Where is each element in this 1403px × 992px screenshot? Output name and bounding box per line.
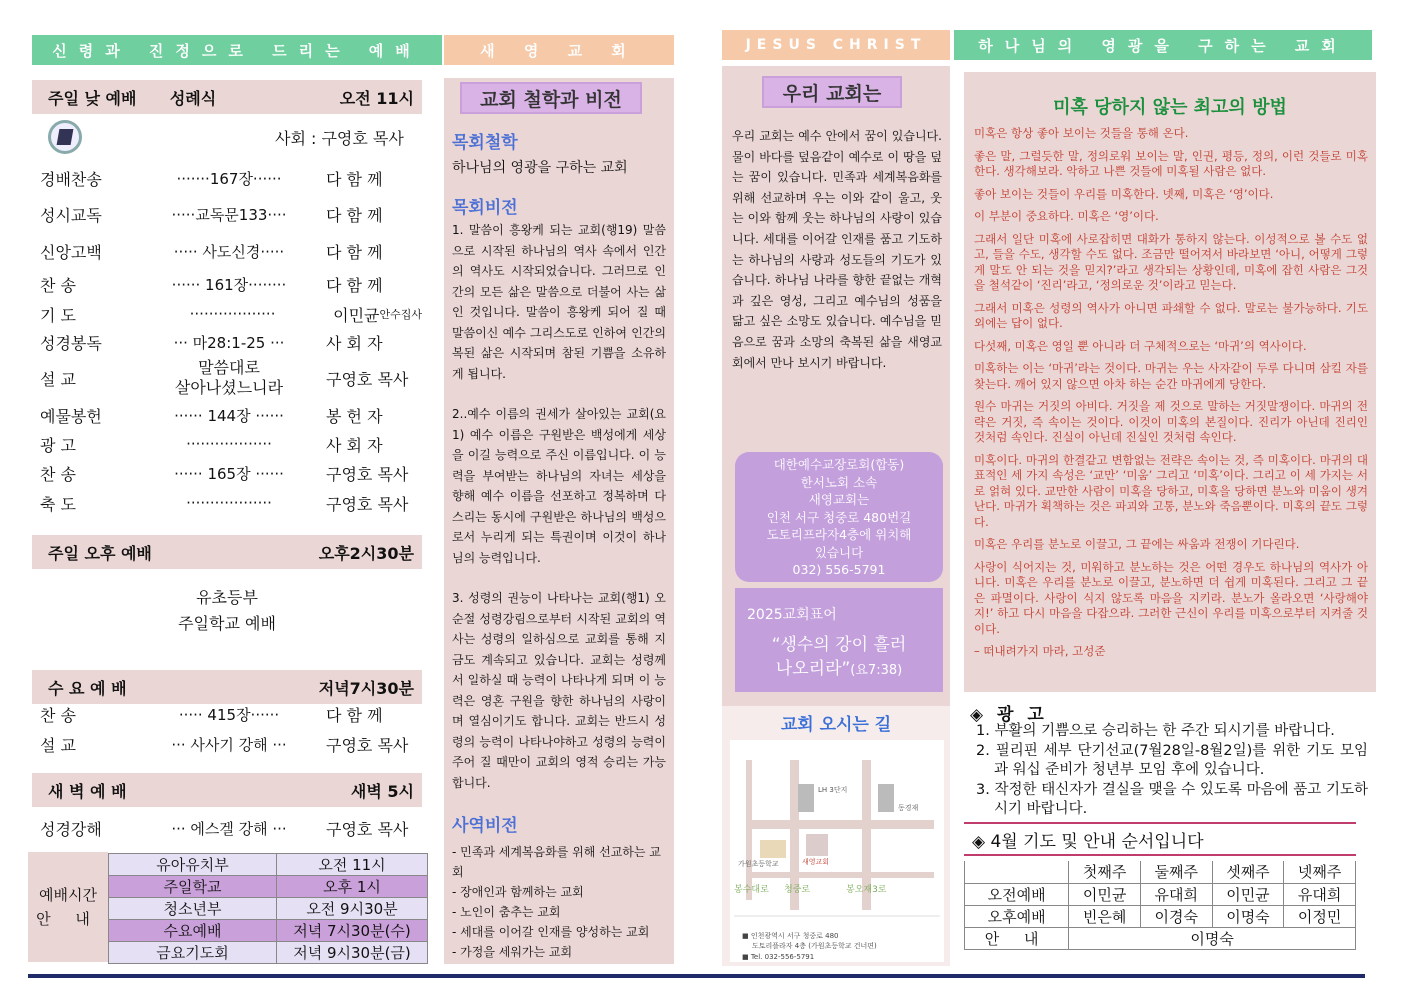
info-line: 인천 서구 청중로 480번길 <box>766 509 912 525</box>
schedule-row <box>109 942 428 964</box>
article-paragraph: – 떠내려가지 마라, 고성준 <box>974 644 1106 658</box>
order-leader: 구영호 목사 <box>326 369 409 389</box>
officiant: 사회 : 구영호 목사 <box>275 129 404 148</box>
order-row <box>40 459 422 487</box>
order-detail: ·····교독문133···· <box>171 205 287 224</box>
notice-item: 3. 작정한 태신자가 결실을 맺을 수 있도록 마음에 품고 기도하시기 바랍니다. <box>976 781 1368 817</box>
ministry-item: - 가정을 세워가는 교회 <box>452 945 573 959</box>
prayer-table <box>964 861 1356 950</box>
order-leader-title: 안수집사 <box>379 308 422 321</box>
prayer-cell: 오전예배 <box>965 883 1069 905</box>
info-line: 032) 556-5791 <box>792 562 886 577</box>
order-leader: 다 함 께 <box>326 275 383 295</box>
wed-row <box>40 730 422 758</box>
apartment-building-icon <box>878 784 894 812</box>
vision-3: 3. 성령의 권능이 나타나는 교회(행1) 오순절 성령강림으로부터 시작된 교회의 역사는 성령의 일하심으로 교회를 통해 지금도 계속되고 있습니다. 교회는 성령께서 일하실 때 능력이 나타나게 되며 이 능력은 영혼 구원을 향한 하나님의 사랑이며 열심이기도 합니다. 교회는 반드시 성령의 능력이 나타나야하고 성령의 능력이 주어 질 때만이 교회의 영적 승리는 가능합니다. <box>452 591 666 790</box>
order-row <box>40 328 422 356</box>
schedule-table <box>108 853 428 964</box>
schedule-row <box>109 854 428 876</box>
schedule-time: 오전 11시 <box>277 854 428 876</box>
guide-name: 이명숙 <box>1069 927 1356 949</box>
ministry-item: - 민족과 세계복음화를 위해 선교하는 교회 <box>452 845 661 879</box>
order-item: 신앙고백 <box>40 242 102 262</box>
banner-glory: 하나님의 영광을 구하는 교회 <box>954 30 1372 60</box>
prayer-cell: 이정민 <box>1284 905 1356 927</box>
banner-worship: 신령과 진정으로 드리는 예배 <box>32 35 442 65</box>
order-detail: ······ 161장········ <box>171 275 287 294</box>
order-row <box>40 489 422 517</box>
order-item: 설 교 <box>40 369 76 389</box>
map-road3: 봉오재3로 <box>846 885 887 895</box>
info-line: 새영교회는 <box>808 492 870 507</box>
info-line: 대한예수교장로회(합동) <box>773 457 905 472</box>
order-item: 축 도 <box>40 494 76 514</box>
footer-rule <box>28 974 1365 978</box>
schedule-time: 오전 9시30분 <box>277 898 428 920</box>
philosophy-heading: 목회철학 <box>452 133 518 153</box>
banner-church-name: 새 영 교 회 <box>444 35 674 65</box>
order-row <box>40 270 422 298</box>
info-line: 있습니다 <box>814 544 864 560</box>
vision-1: 1. 말씀이 흥왕케 되는 교회(행19) 말씀으로 시작된 하나님의 역사 속에서 인간의 역사도 시작되었습니다. 그러므로 인간의 모든 삶은 말씀으로 더불어 사는 삶인 것입니다. 말씀이 흥왕케 되어 질 때 말씀이신 예수 그리스도로 인하여 인간의 복된 삶은 시작되며 참된 기쁨을 소유하게 됩니다. <box>452 223 666 381</box>
article-body <box>974 126 1368 667</box>
ministry-heading: 사역비전 <box>452 816 518 836</box>
ministry-item: - 노인이 춤추는 교회 <box>452 905 561 919</box>
schedule-name: 주일학교 <box>109 876 277 898</box>
guide-row <box>965 927 1356 949</box>
article-paragraph: 좋아 보이는 것들이 우리를 미혹한다. 넷째, 미혹은 ‘영’이다. <box>974 186 1274 201</box>
prayer-cell: 유대희 <box>1140 883 1212 905</box>
prayer-row <box>965 883 1356 905</box>
dawn-row: 성경강해 ··· 에스겔 강해 ··· 구영호 목사 <box>40 819 409 839</box>
article-paragraph: 원수 마귀는 거짓의 아비다. 거짓을 제 것으로 말하는 거짓말쟁이다. 마귀의 전략은 거짓, 즉 속이는 것이다. 이것이 미혹의 본질이다. 진리가 아닌데 진리인 것처럼 속인다. 진실이 아닌데 진실인 것처럼 속인다. <box>974 399 1368 444</box>
order-leader: 다 함 께 <box>326 205 383 225</box>
order-leader: 구영호 목사 <box>326 735 409 755</box>
order-item: 예물봉헌 <box>40 406 102 426</box>
guide-label: 안 내 <box>965 927 1069 949</box>
order-leader: 다 함 께 <box>326 705 383 725</box>
prayer-header <box>965 861 1069 883</box>
notice-item: 1. 부활의 기쁨으로 승리하는 한 주간 되시기를 바랍니다. <box>976 723 1335 739</box>
order-item: 성시교독 <box>40 205 102 225</box>
about-title: 우리 교회는 <box>762 76 902 108</box>
lh-building-icon <box>798 784 814 812</box>
order-detail: ·················· <box>189 305 276 323</box>
sunday-pm-header: 주일 오후 예배 오후2시30분 <box>32 535 422 569</box>
wed-row <box>40 700 422 728</box>
philosophy-body <box>452 128 666 962</box>
map-lh: LH 3단지 <box>818 786 848 794</box>
map-addr2: 도토리플라자 4층 (가원초등학교 건너편) <box>752 942 877 950</box>
schedule-time: 저녁 9시30분(금) <box>277 942 428 964</box>
schedule-name: 수요예배 <box>109 920 277 942</box>
order-row <box>40 300 422 328</box>
article-paragraph: 그래서 일단 미혹에 사로잡히면 대화가 통하지 않는다. 이성적으로 볼 수도 없고, 들을 수도, 생각할 수도 없다. 조금만 떨어져서 바라보면 ‘아니, 어떻게 그렇게 말도 안 되는 것을 믿지?’라고 생각되는 상황인데, 미혹에 잡힌 사람은 그것을 철석같이 ‘진리’라고, ‘정의로운 것’이라고 믿는다. <box>974 231 1368 292</box>
order-row <box>40 164 422 192</box>
schedule-time: 저녁 7시30분(수) <box>277 920 428 942</box>
schedule-row <box>109 876 428 898</box>
schedule-name: 청소년부 <box>109 898 277 920</box>
school-icon <box>760 840 786 858</box>
order-detail: ··· 사사기 강해 ··· <box>171 735 287 754</box>
order-leader: 봉 헌 자 <box>326 406 383 426</box>
prayer-header: 셋째주 <box>1212 861 1284 883</box>
order-detail: ·······167장······ <box>176 169 282 188</box>
article-paragraph: 사랑이 식어지는 것, 미워하고 분노하는 것은 어떤 경우도 하나님의 역사가 아니다. 미혹은 우리를 분노로 이끌고, 분노하면 더 쉽게 미혹된다. 그리고 그 끝은 파멸이다. 사랑이 식지 않도록 마음을 지키라. 분노가 올라오면 ‘사랑해야지!’ 하고 다시 마음을 다잡으라. 그러한 근신이 우리를 미혹으로부터 지켜줄 것이다. <box>974 559 1368 636</box>
church-icon <box>806 834 828 856</box>
ministry-item: - 세대를 이어갈 인재를 양성하는 교회 <box>452 925 650 939</box>
schedule-row <box>109 920 428 942</box>
order-leader: 사 회 자 <box>326 435 383 455</box>
article-paragraph: 이 부분이 중요하다. 미혹은 ‘영’이다. <box>974 209 1159 223</box>
schedule-label: 예배시간 안 내 <box>28 852 108 962</box>
schedule-time: 오후 1시 <box>277 876 428 898</box>
notice-list <box>976 722 1368 820</box>
sunday-am-header: 주일 낮 예배 성례식 오전 11시 <box>32 80 422 114</box>
order-row <box>40 200 422 228</box>
map-apt: 동경재 <box>898 804 919 812</box>
article-paragraph: 그래서 미혹은 성령의 역사가 아니면 파쇄할 수 없다. 말로는 불가능하다. 기도 외에는 답이 없다. <box>974 300 1368 330</box>
prayer-header-row <box>965 861 1356 883</box>
order-row <box>40 237 422 265</box>
prayer-cell: 빈은혜 <box>1069 905 1141 927</box>
order-item: 찬 송 <box>40 275 76 295</box>
order-detail: ·················· <box>186 435 272 453</box>
vision-2: 2..예수 이름의 권세가 살아있는 교회(요1) 예수 이름은 구원받은 백성에게 세상을 이길 능력으로 주신 이름입니다. 이 능력을 부여받는 하나님의 자녀는 세상을 향해 예수 이름을 선포하고 정복하며 다스리는 동시에 구원받은 하나님의 백성으로서 누리게 되는 특권이며 이것이 하나님의 능력입니다. <box>452 407 666 565</box>
order-leader: 다 함 께 <box>326 169 383 189</box>
order-leader: 사 회 자 <box>326 333 383 353</box>
article-paragraph: 다섯째, 미혹은 영일 뿐 아니라 더 구체적으로는 ‘마귀’의 역사이다. <box>974 338 1307 353</box>
order-detail: 말씀대로 살아나셨느니라 <box>174 358 284 397</box>
map-addr1: ■ 인천광역시 서구 청중로 480 <box>742 932 839 940</box>
ministry-item: - 장애인과 함께하는 교회 <box>452 885 584 899</box>
article-paragraph: 좋은 말, 그럴듯한 말, 정의로워 보이는 말, 인권, 평등, 정의, 이런 것들로 미혹한다. 생각해보라. 악하고 나쁜 것들에 미혹될 사람은 없다. <box>974 148 1368 178</box>
schedule-name: 금요기도회 <box>109 942 277 964</box>
prayer-title: ◈ 4월 기도 및 안내 순서입니다 <box>964 822 1356 856</box>
prayer-cell: 이경숙 <box>1140 905 1212 927</box>
order-row <box>40 356 422 400</box>
schedule-row <box>109 898 428 920</box>
order-item: 찬 송 <box>40 464 76 484</box>
info-line: 한서노회 소속 <box>800 474 878 490</box>
map <box>730 740 944 962</box>
order-item: 기 도 <box>40 305 76 325</box>
philosophy-title: 교회 철학과 비전 <box>460 82 642 114</box>
prayer-header: 첫째주 <box>1069 861 1141 883</box>
prayer-header: 넷째주 <box>1284 861 1356 883</box>
article-paragraph: 미혹은 우리를 분노로 이끌고, 그 끝에는 싸움과 전쟁이 기다린다. <box>974 537 1300 551</box>
order-item: 성경봉독 <box>40 333 102 353</box>
map-road1: 봉수대로 <box>734 885 769 895</box>
prayer-cell: 이민균 <box>1212 883 1284 905</box>
motto-box: 2025교회표어 “생수의 강이 흘러 나오리라”(요7:38) <box>735 588 943 692</box>
schedule-name: 유아유치부 <box>109 854 277 876</box>
order-item: 경배찬송 <box>40 169 102 189</box>
prayer-header: 둘째주 <box>1140 861 1212 883</box>
prayer-cell: 유대희 <box>1284 883 1356 905</box>
map-church: 새영교회 <box>802 858 830 866</box>
philosophy-text: 하나님의 영광을 구하는 교회 <box>452 160 628 176</box>
ministry-list <box>452 842 666 962</box>
map-addr3: ■ Tel. 032-556-5791 <box>742 953 815 961</box>
banner-jesus-christ: JESUS CHRIST <box>722 30 950 60</box>
order-row <box>40 430 422 458</box>
vision-heading: 목회비전 <box>452 198 518 218</box>
notice-title: ◈ 광 고 <box>970 705 1048 725</box>
order-detail: ··· 마28:1-25 ··· <box>173 333 285 352</box>
about-text: 우리 교회는 예수 안에서 꿈이 있습니다. 물이 바다를 덮음같이 예수로 이 땅을 덮는 꿈이 있습니다. 민족과 세계복음화를 위해 선교하며 우는 이와 같이 울고, 웃는 이와 함께 웃는 하나님의 사랑이 있습니다. 세대를 이어갈 인재를 품고 기도하는 하나님의 사랑과 성도들의 기도가 있습니다. 하나님 나라를 향한 끝없는 개혁과 깊은 영성, 그리고 예수님의 성품을 닮고 싶은 소망도 있습니다. 예수님을 믿음으로 꿈과 소망의 축복된 삶을 새영교회에서 만나 보시기 바랍니다. <box>732 129 942 370</box>
article-paragraph: 미혹은 항상 좋아 보이는 것들을 통해 온다. <box>974 126 1189 140</box>
prayer-cell: 오후예배 <box>965 905 1069 927</box>
order-leader: 이민균 <box>333 305 380 325</box>
order-item: 광 고 <box>40 435 76 455</box>
notice-item: 2. 필리핀 세부 단기선교(7월28일-8월2일)를 위한 기도 모임과 워십 준비가 청년부 모임 후에 있습니다. <box>976 742 1368 778</box>
article-paragraph: 미혹이다. 마귀의 한결같고 변함없는 전략은 속이는 것, 즉 미혹이다. 마귀의 대표적인 세 가지 속성은 ‘교만’ ‘미움’ 그리고 ‘미혹’이다. 그리고 이 세 가지는 서로 얽혀 있다. 교만한 사람이 미혹을 당하고, 미혹을 당하면 분노와 미움이 생겨난다. 마귀가 획책하는 것은 파괴와 고통, 분노와 죽음뿐이다. 미혹의 끝도 그렇다. <box>974 452 1368 529</box>
dawn-header: 새 벽 예 배 새벽 5시 <box>32 773 422 807</box>
order-detail: ·················· <box>186 494 272 512</box>
info-line: 도토리프라자4층에 위치해 <box>766 527 912 542</box>
order-detail: ····· 사도신경····· <box>173 242 285 261</box>
map-school: 가원초등학교 <box>738 860 779 868</box>
order-item: 찬 송 <box>40 705 76 725</box>
church-logo-icon <box>48 120 82 154</box>
order-leader: 다 함 께 <box>326 242 383 262</box>
order-detail: ······ 165장 ······ <box>174 464 284 483</box>
directions-title: 교회 오시는 길 <box>780 715 892 735</box>
prayer-row <box>965 905 1356 927</box>
order-detail: ····· 415장······ <box>178 705 280 724</box>
order-row <box>40 401 422 429</box>
order-leader: 구영호 목사 <box>326 464 409 484</box>
article-paragraph: 미혹하는 이는 ‘마귀’라는 것이다. 마귀는 우는 사자같이 두루 다니며 삼킬 자를 찾는다. 깨어 있지 않으면 아차 하는 순간 마귀에게 당한다. <box>974 361 1368 391</box>
sunday-pm-content: 유초등부 주일학교 예배 <box>178 588 276 633</box>
prayer-cell: 이민균 <box>1069 883 1141 905</box>
order-leader: 구영호 목사 <box>326 494 409 514</box>
article-title: 미혹 당하지 않는 최고의 방법 <box>1053 97 1287 118</box>
order-detail: ······ 144장 ······ <box>174 406 284 425</box>
map-road2: 청중로 <box>784 885 811 895</box>
wednesday-header: 수 요 예 배 저녁7시30분 <box>32 670 422 704</box>
prayer-cell: 이명숙 <box>1212 905 1284 927</box>
order-item: 설 교 <box>40 735 76 755</box>
church-info-box <box>735 452 943 582</box>
